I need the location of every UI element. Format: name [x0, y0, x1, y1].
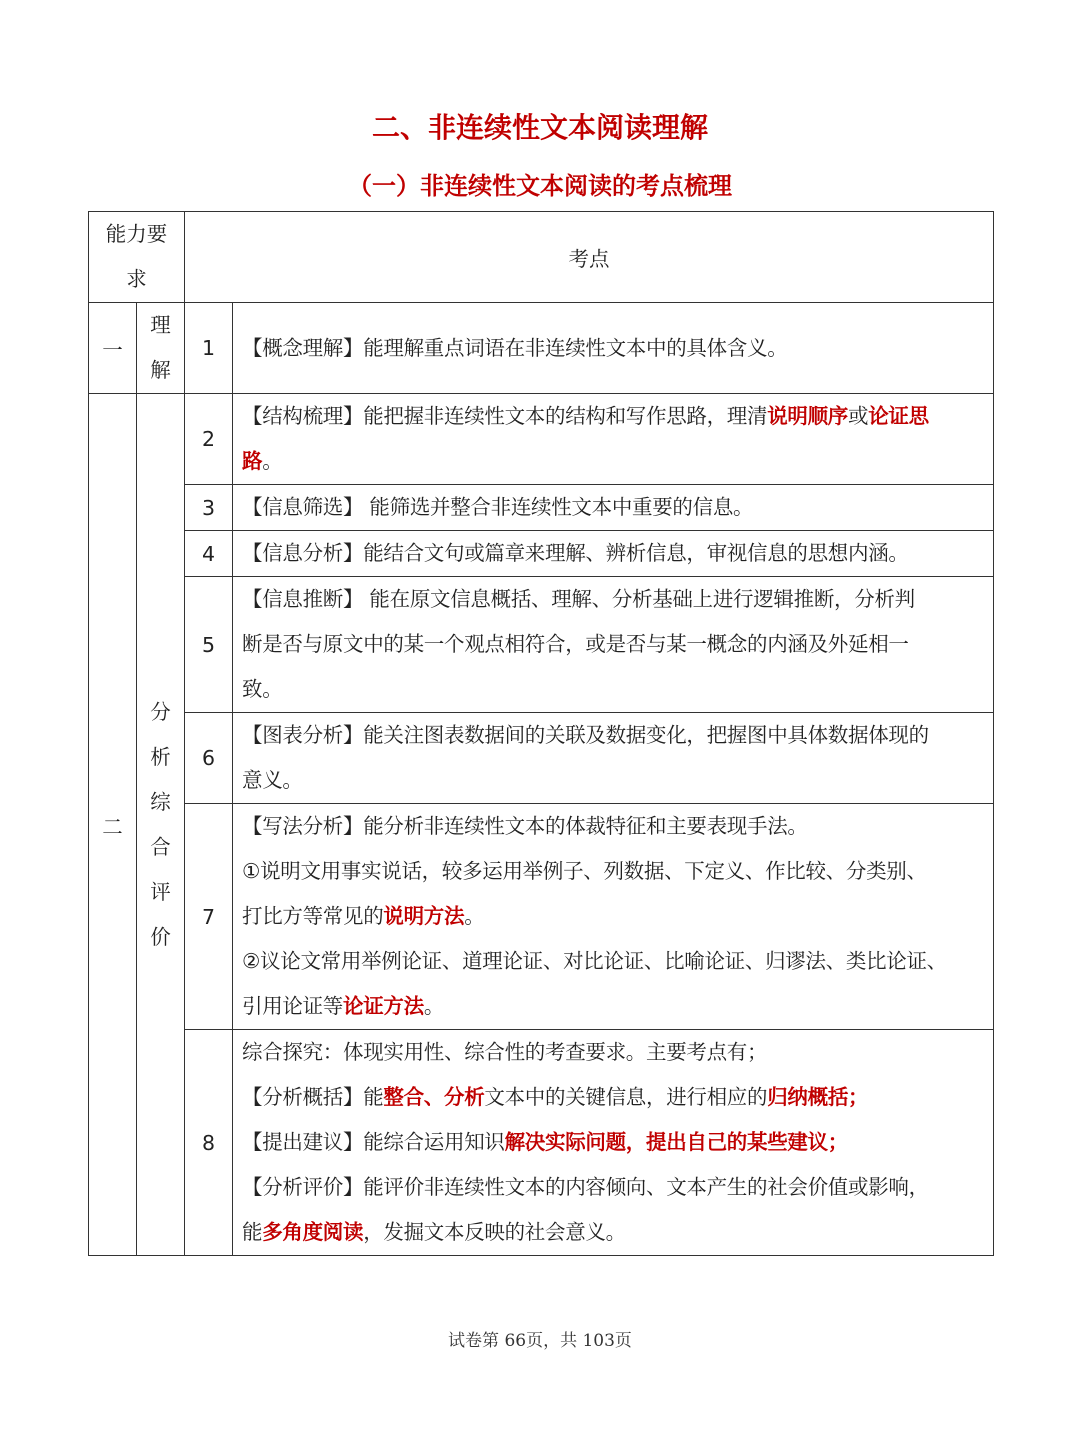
- ability-label: 分析综合评价: [150, 699, 171, 949]
- point-line: [242, 758, 993, 803]
- point-text: 意义。: [242, 768, 303, 792]
- point-line: [242, 939, 993, 984]
- point-text: 综合探究：体现实用性、综合性的考查要求。主要考点有；: [242, 1040, 768, 1064]
- point-cell: [233, 531, 994, 577]
- point-line: [242, 531, 993, 576]
- point-line: [242, 1165, 993, 1210]
- highlight-text: 路: [242, 449, 263, 473]
- point-text: 文本中的关键信息，进行相应的: [484, 1085, 768, 1109]
- point-text: 【提出建议】能综合运用知识: [242, 1130, 505, 1154]
- header-ability-label: 能力要求: [105, 222, 168, 291]
- point-text: ，发掘文本反映的社会意义。: [363, 1220, 626, 1244]
- ability-cell: [137, 394, 185, 1256]
- highlight-text: 整合、分析: [383, 1085, 485, 1109]
- point-text: ①说明文用事实说话，较多运用举例子、列数据、下定义、作比较、分类别、: [242, 859, 927, 883]
- page-footer: 试卷第 66页，共 103页: [448, 1331, 632, 1351]
- point-line: [242, 326, 993, 371]
- header-ability: [89, 212, 185, 303]
- table-row: [89, 804, 994, 1030]
- table-header-row: [89, 212, 994, 303]
- point-cell: [233, 577, 994, 713]
- point-text: 致。: [242, 677, 283, 701]
- point-line: [242, 849, 993, 894]
- point-line: [242, 804, 993, 849]
- point-line: [242, 667, 993, 712]
- point-line: [242, 577, 993, 622]
- table-row: [89, 485, 994, 531]
- point-line: [242, 439, 993, 484]
- point-cell: [233, 713, 994, 804]
- point-cell: [233, 804, 994, 1030]
- point-text: 【图表分析】能关注图表数据间的关联及数据变化，把握图中具体数据体现的: [242, 723, 929, 747]
- table-row: [89, 394, 994, 485]
- ability-label: 理解: [150, 313, 171, 382]
- table-row: [89, 713, 994, 804]
- point-line: [242, 894, 993, 939]
- point-text: 或: [848, 404, 869, 428]
- point-text: ②议论文常用举例论证、道理论证、对比论证、比喻论证、归谬法、类比论证、: [242, 949, 947, 973]
- point-text: 【概念理解】能理解重点词语在非连续性文本中的具体含义。: [242, 335, 788, 360]
- point-cell: [233, 394, 994, 485]
- point-cell: [233, 1030, 994, 1256]
- point-line: [242, 984, 993, 1029]
- row-number: 5: [185, 577, 233, 713]
- ability-cell: [137, 303, 185, 394]
- point-text: 【信息推断】 能在原文信息概括、理解、分析基础上进行逻辑推断，分析判: [242, 587, 915, 611]
- highlight-text: 说明方法: [383, 904, 465, 928]
- highlight-text: 多角度阅读: [262, 1220, 364, 1244]
- point-text: 。: [423, 994, 445, 1018]
- point-text: 【信息分析】能结合文句或篇章来理解、辨析信息，审视信息的思想内涵。: [242, 541, 909, 565]
- row-number: 4: [185, 531, 233, 577]
- section-subtitle: （一）非连续性文本阅读的考点梳理: [348, 172, 732, 200]
- point-text: 断是否与原文中的某一个观点相符合，或是否与某一概念的内涵及外延相一: [242, 632, 909, 656]
- point-line: [242, 1075, 993, 1120]
- table-row: [89, 1030, 994, 1256]
- section-title: 二、非连续性文本阅读理解: [371, 111, 708, 144]
- row-number: 8: [185, 1030, 233, 1256]
- point-line: [242, 1210, 993, 1255]
- point-text: 。: [262, 449, 283, 473]
- table-row: [89, 577, 994, 713]
- level-cell: 二: [89, 394, 137, 1256]
- point-text: 【信息筛选】 能筛选并整合非连续性文本中重要的信息。: [242, 495, 754, 519]
- point-line: [242, 622, 993, 667]
- row-number: 2: [185, 394, 233, 485]
- header-points: 考点: [185, 212, 994, 303]
- highlight-text: 解决实际问题，提出自己的某些建议；: [504, 1130, 849, 1154]
- row-number: 1: [185, 303, 233, 394]
- level-cell: 一: [89, 303, 137, 394]
- point-text: 【结构梳理】能把握非连续性文本的结构和写作思路，理清: [242, 404, 768, 428]
- row-number: 6: [185, 713, 233, 804]
- point-line: [242, 1030, 993, 1075]
- highlight-text: 论证思: [868, 404, 929, 428]
- point-text: 【分析概括】能: [242, 1085, 384, 1109]
- point-text: 打比方等常见的: [242, 904, 384, 928]
- point-line: [242, 1120, 993, 1165]
- point-text: 【写法分析】能分析非连续性文本的体裁特征和主要表现手法。: [242, 814, 808, 838]
- highlight-text: 归纳概括；: [767, 1085, 869, 1109]
- row-number: 3: [185, 485, 233, 531]
- table-row: [89, 531, 994, 577]
- highlight-text: 论证方法: [343, 994, 424, 1018]
- table-row: [89, 303, 994, 394]
- point-text: 能: [242, 1220, 263, 1244]
- point-text: 引用论证等: [242, 994, 343, 1018]
- highlight-text: 说明顺序: [767, 404, 849, 428]
- exam-points-table: [88, 211, 994, 1256]
- point-text: 【分析评价】能评价非连续性文本的内容倾向、文本产生的社会价值或影响，: [242, 1175, 929, 1199]
- point-line: [242, 394, 993, 439]
- point-text: 。: [464, 904, 485, 928]
- point-cell: [233, 303, 994, 394]
- point-line: [242, 713, 993, 758]
- point-line: [242, 485, 993, 530]
- point-cell: [233, 485, 994, 531]
- row-number: 7: [185, 804, 233, 1030]
